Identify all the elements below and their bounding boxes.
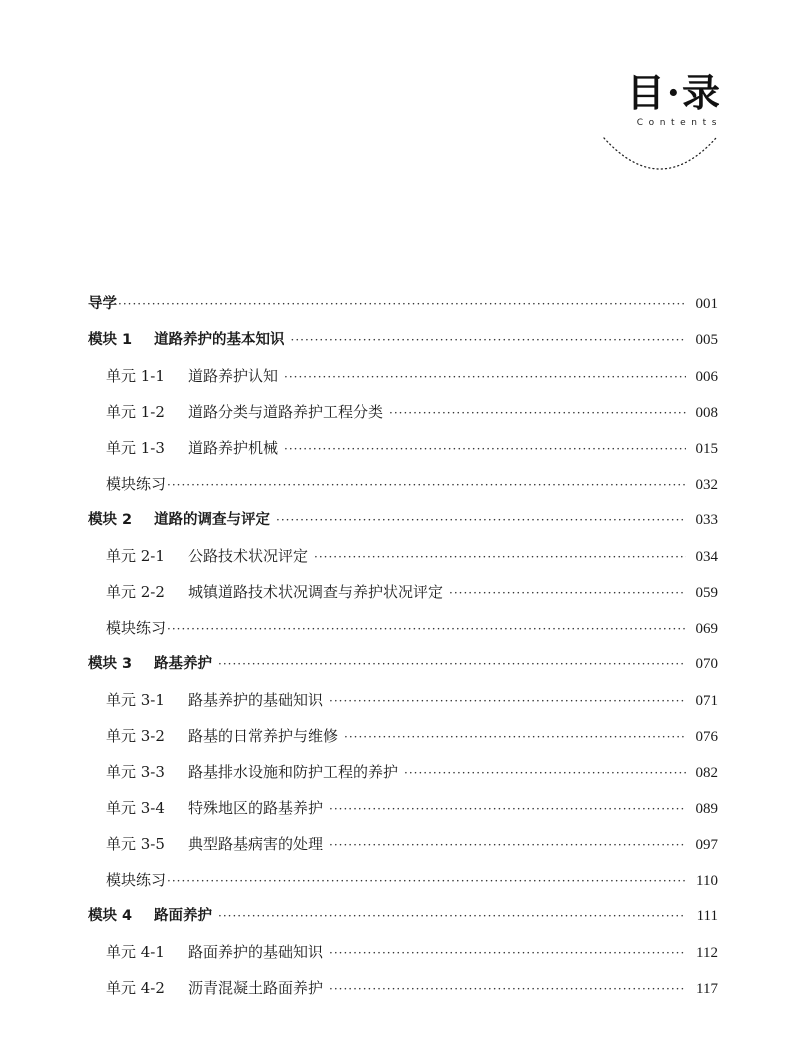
dot-leader <box>291 322 687 358</box>
toc-entry-title: 公路技术状况评定 <box>188 547 309 565</box>
toc-entry-unit[interactable] <box>88 538 718 574</box>
toc-entry-page: 117 <box>696 981 718 997</box>
toc-entry-page: 059 <box>695 585 718 601</box>
toc-entry-number: 单元 3-4 <box>106 799 165 817</box>
toc-entry-page: 071 <box>695 693 718 709</box>
toc-entry-number: 模块 3 <box>88 656 133 672</box>
toc-entry-module[interactable] <box>88 322 718 358</box>
dot-leader <box>218 646 686 682</box>
toc-entry-unit[interactable] <box>88 574 718 610</box>
dot-leader <box>167 611 686 647</box>
dotted-arc-ornament <box>598 126 722 180</box>
toc-entry-title: 模块练习 <box>106 475 167 493</box>
dot-leader <box>329 935 686 971</box>
dot-leader <box>329 791 686 827</box>
toc-entry-number: 单元 4-2 <box>106 979 165 997</box>
dot-leader <box>329 971 686 1007</box>
toc-entry-label <box>88 502 270 538</box>
toc-entry-number: 单元 1-2 <box>106 403 165 421</box>
toc-entry-label <box>106 754 398 790</box>
toc-entry-title: 路基养护 <box>154 656 212 672</box>
dot-leader <box>118 286 686 322</box>
toc-entry-number: 模块 4 <box>88 908 133 924</box>
toc-entry-title: 道路养护的基本知识 <box>154 332 285 348</box>
toc-entry-module[interactable] <box>88 286 718 322</box>
toc-entry-label <box>106 970 323 1006</box>
toc-entry-unit[interactable] <box>88 394 718 430</box>
dot-leader <box>314 539 686 575</box>
dot-leader <box>218 898 686 934</box>
toc-entry-unit[interactable] <box>88 682 718 718</box>
toc-entry-module[interactable] <box>88 646 718 682</box>
toc-entry-title: 典型路基病害的处理 <box>188 835 324 853</box>
toc-entry-page: 008 <box>695 405 718 421</box>
toc-entry-page: 032 <box>695 477 718 493</box>
toc-entry-number: 单元 3-5 <box>106 835 165 853</box>
dot-leader <box>284 431 686 467</box>
contents-header <box>598 70 722 180</box>
toc-entry-number: 单元 2-1 <box>106 547 165 565</box>
page-title: 目·录 <box>626 70 722 115</box>
dot-leader <box>284 359 686 395</box>
toc-entry-title: 路基的日常养护与维修 <box>188 727 339 745</box>
dot-leader <box>344 719 686 755</box>
toc-entry-unit[interactable] <box>88 970 718 1006</box>
toc-entry-label <box>106 718 338 754</box>
toc-entry-number: 单元 1-1 <box>106 367 165 385</box>
toc-entry-number: 单元 3-1 <box>106 691 165 709</box>
toc-entry-label <box>106 790 323 826</box>
toc-entry-page: 089 <box>695 801 718 817</box>
toc-entry-number: 单元 4-1 <box>106 943 165 961</box>
toc-entry-unit[interactable] <box>88 826 718 862</box>
toc-entry-label <box>106 538 308 574</box>
toc-entry-page: 076 <box>695 729 718 745</box>
toc-entry-title: 导学 <box>88 296 117 312</box>
toc-entry-label <box>88 322 285 358</box>
toc-entry-unit[interactable] <box>88 718 718 754</box>
toc-entry-page: 111 <box>696 908 718 924</box>
toc-entry-unit[interactable] <box>88 430 718 466</box>
toc-entry-title: 道路的调查与评定 <box>154 512 270 528</box>
toc-entry-number: 模块 2 <box>88 512 133 528</box>
toc-entry-title: 路面养护 <box>154 908 212 924</box>
dot-leader <box>167 467 686 503</box>
toc-entry-exercise[interactable] <box>88 862 718 898</box>
toc-entry-unit[interactable] <box>88 358 718 394</box>
toc-entry-label <box>106 610 166 646</box>
dot-leader <box>389 395 686 431</box>
dot-leader <box>449 575 686 611</box>
toc-entry-label <box>106 574 443 610</box>
toc-entry-unit[interactable] <box>88 790 718 826</box>
toc-entry-label <box>88 898 212 934</box>
toc-entry-title: 模块练习 <box>106 871 167 889</box>
toc-entry-label <box>106 826 323 862</box>
toc-entry-page: 001 <box>695 296 718 312</box>
toc-entry-label <box>106 862 166 898</box>
dot-leader <box>329 683 686 719</box>
toc-entry-title: 沥青混凝土路面养护 <box>188 979 324 997</box>
toc-entry-title: 路基养护的基础知识 <box>188 691 324 709</box>
toc-entry-page: 005 <box>695 332 718 348</box>
toc-entry-number: 单元 1-3 <box>106 439 165 457</box>
toc-entry-exercise[interactable] <box>88 466 718 502</box>
toc-entry-page: 034 <box>695 549 718 565</box>
toc-entry-unit[interactable] <box>88 754 718 790</box>
toc-entry-label <box>88 646 212 682</box>
toc-entry-page: 006 <box>695 369 718 385</box>
toc-entry-number: 模块 1 <box>88 332 133 348</box>
toc-entry-page: 082 <box>695 765 718 781</box>
toc-entry-label <box>106 466 166 502</box>
dot-leader <box>329 827 686 863</box>
toc-entry-title: 特殊地区的路基养护 <box>188 799 324 817</box>
toc-entry-title: 道路养护机械 <box>188 439 279 457</box>
toc-entry-unit[interactable] <box>88 934 718 970</box>
toc-entry-label <box>106 682 323 718</box>
toc-entry-title: 路面养护的基础知识 <box>188 943 324 961</box>
toc-entry-title: 路基排水设施和防护工程的养护 <box>188 763 399 781</box>
toc-entry-page: 097 <box>695 837 718 853</box>
toc-entry-label <box>88 286 117 322</box>
toc-entry-label <box>106 430 278 466</box>
toc-entry-title: 道路分类与道路养护工程分类 <box>188 403 384 421</box>
toc-entry-number: 单元 2-2 <box>106 583 165 601</box>
toc-entry-page: 110 <box>696 873 718 889</box>
dot-leader <box>167 863 686 899</box>
toc-entry-label <box>106 358 278 394</box>
toc-entry-title: 城镇道路技术状况调查与养护状况评定 <box>188 583 444 601</box>
dot-leader <box>276 502 686 538</box>
toc-entry-page: 112 <box>696 945 718 961</box>
toc-entry-exercise[interactable] <box>88 610 718 646</box>
toc-entry-label <box>106 394 383 430</box>
toc-entry-page: 033 <box>695 512 718 528</box>
toc-entry-module[interactable] <box>88 898 718 934</box>
dot-leader <box>404 755 686 791</box>
toc-entry-page: 015 <box>695 441 718 457</box>
table-of-contents <box>88 286 718 1006</box>
page-subtitle: Contents <box>636 118 722 128</box>
toc-entry-page: 069 <box>695 621 718 637</box>
toc-entry-title: 模块练习 <box>106 619 167 637</box>
toc-entry-module[interactable] <box>88 502 718 538</box>
toc-entry-title: 道路养护认知 <box>188 367 279 385</box>
toc-entry-number: 单元 3-3 <box>106 763 165 781</box>
toc-entry-label <box>106 934 323 970</box>
toc-entry-number: 单元 3-2 <box>106 727 165 745</box>
toc-entry-page: 070 <box>695 656 718 672</box>
